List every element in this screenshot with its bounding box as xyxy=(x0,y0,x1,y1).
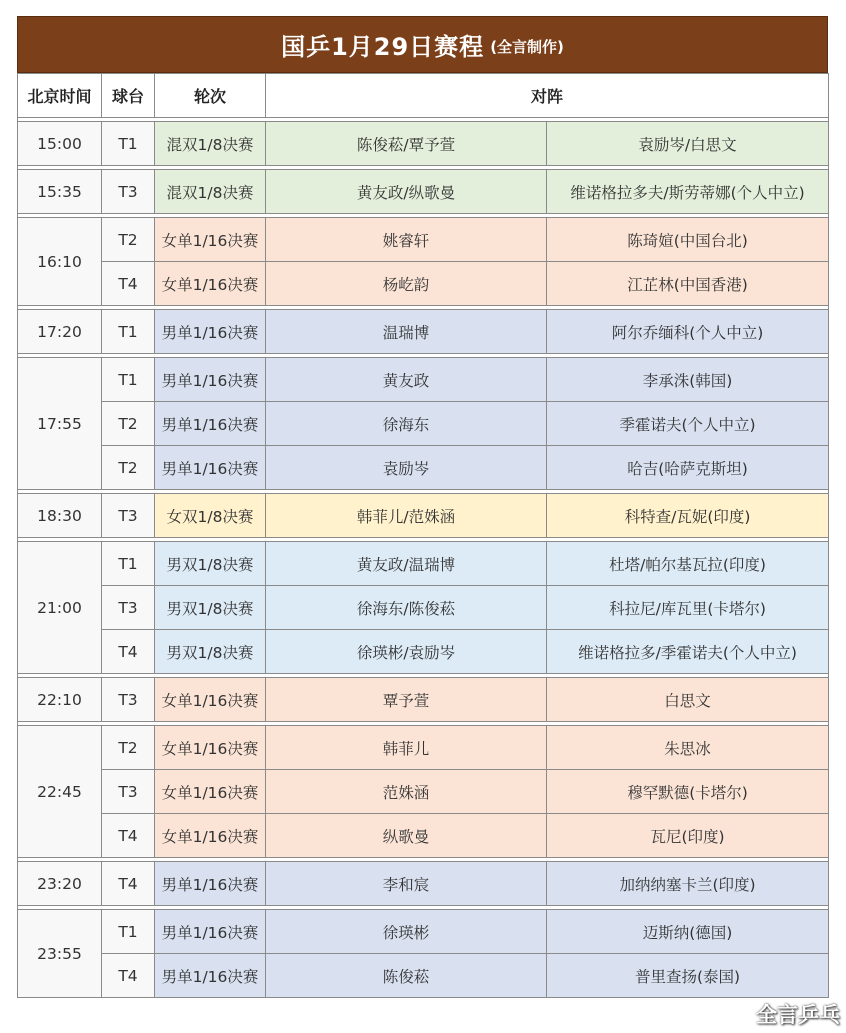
player-two-cell: 陈琦媗(中国台北) xyxy=(547,218,829,262)
table-cell: T3 xyxy=(102,770,155,814)
player-one-cell: 温瑞博 xyxy=(266,310,547,354)
player-two-cell: 加纳纳塞卡兰(印度) xyxy=(547,862,829,906)
table-cell: T1 xyxy=(102,910,155,954)
round-cell: 女单1/16决赛 xyxy=(155,218,266,262)
round-cell: 男单1/16决赛 xyxy=(155,446,266,490)
time-cell: 22:45 xyxy=(18,726,102,858)
player-one-cell: 陈俊菘 xyxy=(266,954,547,998)
time-cell: 22:10 xyxy=(18,678,102,722)
table-row xyxy=(18,630,829,674)
table-row xyxy=(18,542,829,586)
table-cell: T1 xyxy=(102,542,155,586)
table-row xyxy=(18,494,829,538)
time-cell: 18:30 xyxy=(18,494,102,538)
schedule-sheet xyxy=(17,16,828,998)
table-cell: T2 xyxy=(102,218,155,262)
title-bar xyxy=(17,16,828,73)
round-cell: 男双1/8决赛 xyxy=(155,542,266,586)
page-title: 国乒1月29日赛程 xyxy=(281,33,485,61)
player-one-cell: 黄友政/温瑞博 xyxy=(266,542,547,586)
player-two-cell: 瓦尼(印度) xyxy=(547,814,829,858)
table-row xyxy=(18,726,829,770)
player-one-cell: 徐瑛彬/袁励岑 xyxy=(266,630,547,674)
header-row xyxy=(18,74,829,118)
player-one-cell: 杨屹韵 xyxy=(266,262,547,306)
table-cell: T3 xyxy=(102,586,155,630)
round-cell: 男双1/8决赛 xyxy=(155,630,266,674)
player-two-cell: 穆罕默德(卡塔尔) xyxy=(547,770,829,814)
time-cell: 23:20 xyxy=(18,862,102,906)
table-row xyxy=(18,910,829,954)
table-row xyxy=(18,814,829,858)
header-round: 轮次 xyxy=(155,74,266,118)
table-row xyxy=(18,954,829,998)
round-cell: 男单1/16决赛 xyxy=(155,310,266,354)
table-row xyxy=(18,218,829,262)
header-match: 对阵 xyxy=(266,74,829,118)
round-cell: 女单1/16决赛 xyxy=(155,678,266,722)
round-cell: 女单1/16决赛 xyxy=(155,262,266,306)
player-two-cell: 袁励岑/白思文 xyxy=(547,122,829,166)
table-row xyxy=(18,862,829,906)
round-cell: 男双1/8决赛 xyxy=(155,586,266,630)
player-one-cell: 覃予萱 xyxy=(266,678,547,722)
player-two-cell: 李承洙(韩国) xyxy=(547,358,829,402)
time-cell: 16:10 xyxy=(18,218,102,306)
player-one-cell: 韩菲儿 xyxy=(266,726,547,770)
table-row xyxy=(18,402,829,446)
time-cell: 17:55 xyxy=(18,358,102,490)
player-two-cell: 迈斯纳(德国) xyxy=(547,910,829,954)
page-subtitle: (全言制作) xyxy=(490,38,564,56)
table-cell: T4 xyxy=(102,862,155,906)
schedule-table xyxy=(17,73,829,998)
header-table: 球台 xyxy=(102,74,155,118)
player-one-cell: 黄友政 xyxy=(266,358,547,402)
table-row xyxy=(18,446,829,490)
table-cell: T2 xyxy=(102,402,155,446)
table-cell: T1 xyxy=(102,358,155,402)
round-cell: 女单1/16决赛 xyxy=(155,770,266,814)
round-cell: 混双1/8决赛 xyxy=(155,170,266,214)
player-one-cell: 范姝涵 xyxy=(266,770,547,814)
table-cell: T4 xyxy=(102,262,155,306)
table-row xyxy=(18,678,829,722)
player-one-cell: 袁励岑 xyxy=(266,446,547,490)
table-row xyxy=(18,122,829,166)
table-row xyxy=(18,262,829,306)
table-cell: T4 xyxy=(102,630,155,674)
player-two-cell: 江芷林(中国香港) xyxy=(547,262,829,306)
player-two-cell: 普里查扬(泰国) xyxy=(547,954,829,998)
table-cell: T4 xyxy=(102,814,155,858)
table-row xyxy=(18,586,829,630)
time-cell: 15:00 xyxy=(18,122,102,166)
table-row xyxy=(18,310,829,354)
round-cell: 男单1/16决赛 xyxy=(155,402,266,446)
player-one-cell: 徐瑛彬 xyxy=(266,910,547,954)
player-two-cell: 科拉尼/库瓦里(卡塔尔) xyxy=(547,586,829,630)
round-cell: 女双1/8决赛 xyxy=(155,494,266,538)
player-two-cell: 杜塔/帕尔基瓦拉(印度) xyxy=(547,542,829,586)
time-cell: 15:35 xyxy=(18,170,102,214)
player-two-cell: 朱思冰 xyxy=(547,726,829,770)
round-cell: 女单1/16决赛 xyxy=(155,726,266,770)
time-cell: 21:00 xyxy=(18,542,102,674)
player-two-cell: 维诺格拉多夫/斯劳蒂娜(个人中立) xyxy=(547,170,829,214)
table-row xyxy=(18,770,829,814)
table-cell: T1 xyxy=(102,122,155,166)
player-one-cell: 黄友政/纵歌曼 xyxy=(266,170,547,214)
round-cell: 男单1/16决赛 xyxy=(155,954,266,998)
player-two-cell: 白思文 xyxy=(547,678,829,722)
round-cell: 男单1/16决赛 xyxy=(155,862,266,906)
time-cell: 17:20 xyxy=(18,310,102,354)
player-two-cell: 季霍诺夫(个人中立) xyxy=(547,402,829,446)
player-two-cell: 维诺格拉多/季霍诺夫(个人中立) xyxy=(547,630,829,674)
round-cell: 男单1/16决赛 xyxy=(155,358,266,402)
player-one-cell: 李和宸 xyxy=(266,862,547,906)
table-cell: T2 xyxy=(102,726,155,770)
player-two-cell: 阿尔乔缅科(个人中立) xyxy=(547,310,829,354)
table-cell: T1 xyxy=(102,310,155,354)
round-cell: 混双1/8决赛 xyxy=(155,122,266,166)
header-time: 北京时间 xyxy=(18,74,102,118)
player-two-cell: 科特查/瓦妮(印度) xyxy=(547,494,829,538)
player-one-cell: 韩菲儿/范姝涵 xyxy=(266,494,547,538)
player-one-cell: 徐海东 xyxy=(266,402,547,446)
round-cell: 男单1/16决赛 xyxy=(155,910,266,954)
table-row xyxy=(18,358,829,402)
table-cell: T4 xyxy=(102,954,155,998)
round-cell: 女单1/16决赛 xyxy=(155,814,266,858)
table-row xyxy=(18,170,829,214)
table-cell: T3 xyxy=(102,494,155,538)
table-cell: T3 xyxy=(102,170,155,214)
player-one-cell: 姚睿轩 xyxy=(266,218,547,262)
player-two-cell: 哈吉(哈萨克斯坦) xyxy=(547,446,829,490)
player-one-cell: 徐海东/陈俊菘 xyxy=(266,586,547,630)
player-one-cell: 纵歌曼 xyxy=(266,814,547,858)
time-cell: 23:55 xyxy=(18,910,102,998)
table-cell: T3 xyxy=(102,678,155,722)
player-one-cell: 陈俊菘/覃予萱 xyxy=(266,122,547,166)
table-cell: T2 xyxy=(102,446,155,490)
watermark: 全言乒乓 xyxy=(756,1003,840,1027)
